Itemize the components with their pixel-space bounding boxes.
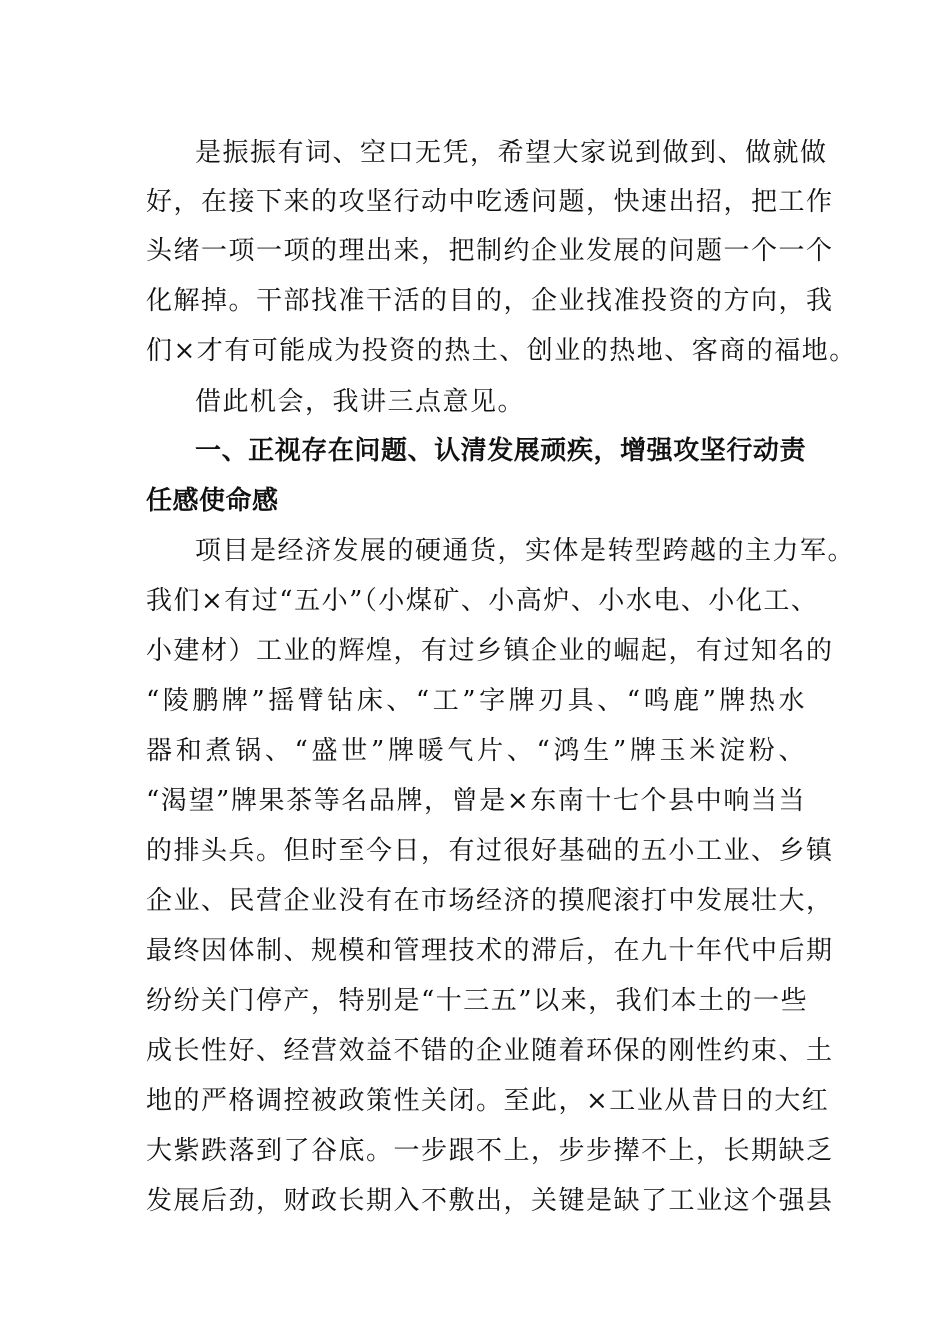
text-line: 发展后劲，财政长期入不敷出，关键是缺了工业这个强县 — [146, 1186, 834, 1216]
text-line: 好，在接下来的攻坚行动中吃透问题，快速出招，把工作 — [146, 187, 834, 217]
text-line: 纷纷关门停产，特别是“十三五”以来，我们本土的一些 — [146, 986, 809, 1016]
text-line: 是振振有词、空口无凭，希望大家说到做到、做就做 — [195, 138, 828, 168]
text-line: 小建材）工业的辉煌，有过乡镇企业的崛起，有过知名的 — [146, 636, 834, 666]
text-line: 最终因体制、规模和管理技术的滞后，在九十年代中后期 — [146, 936, 834, 966]
text-line: 头绪一项一项的理出来，把制约企业发展的问题一个一个 — [146, 236, 834, 266]
text-line: “渴望”牌果茶等名品牌，曾是×东南十七个县中响当当 — [146, 786, 806, 816]
text-line: 借此机会，我讲三点意见。 — [195, 387, 526, 417]
text-line: 我们×有过“五小”（小煤矿、小高炉、小水电、小化工、 — [146, 586, 819, 616]
text-line: 大紫跌落到了谷底。一步跟不上，步步撵不上，长期缺乏 — [146, 1136, 834, 1166]
text-line: 的排头兵。但时至今日，有过很好基础的五小工业、乡镇 — [146, 836, 834, 866]
text-line: 成长性好、经营效益不错的企业随着环保的刚性约束、土 — [146, 1036, 834, 1066]
section-heading-line: 任感使命感 — [146, 486, 279, 516]
text-line: 项目是经济发展的硬通货，实体是转型跨越的主力军。 — [195, 536, 856, 566]
text-line: 化解掉。干部找准干活的目的，企业找准投资的方向，我 — [146, 286, 834, 316]
section-heading-line: 一、正视存在问题、认清发展顽疾，增强攻坚行动责 — [195, 436, 806, 466]
text-line: 企业、民营企业没有在市场经济的摸爬滚打中发展壮大， — [146, 886, 834, 916]
text-line: “陵鹏牌”摇臂钻床、“工”字牌刃具、“鸣鹿”牌热水 — [146, 686, 806, 716]
text-line: 们×才有可能成为投资的热土、创业的热地、客商的福地。 — [146, 336, 857, 366]
text-line: 器和煮锅、“盛世”牌暖气片、“鸿生”牌玉米淀粉、 — [146, 736, 806, 766]
text-line: 地的严格调控被政策性关闭。至此，×工业从昔日的大红 — [146, 1086, 830, 1116]
